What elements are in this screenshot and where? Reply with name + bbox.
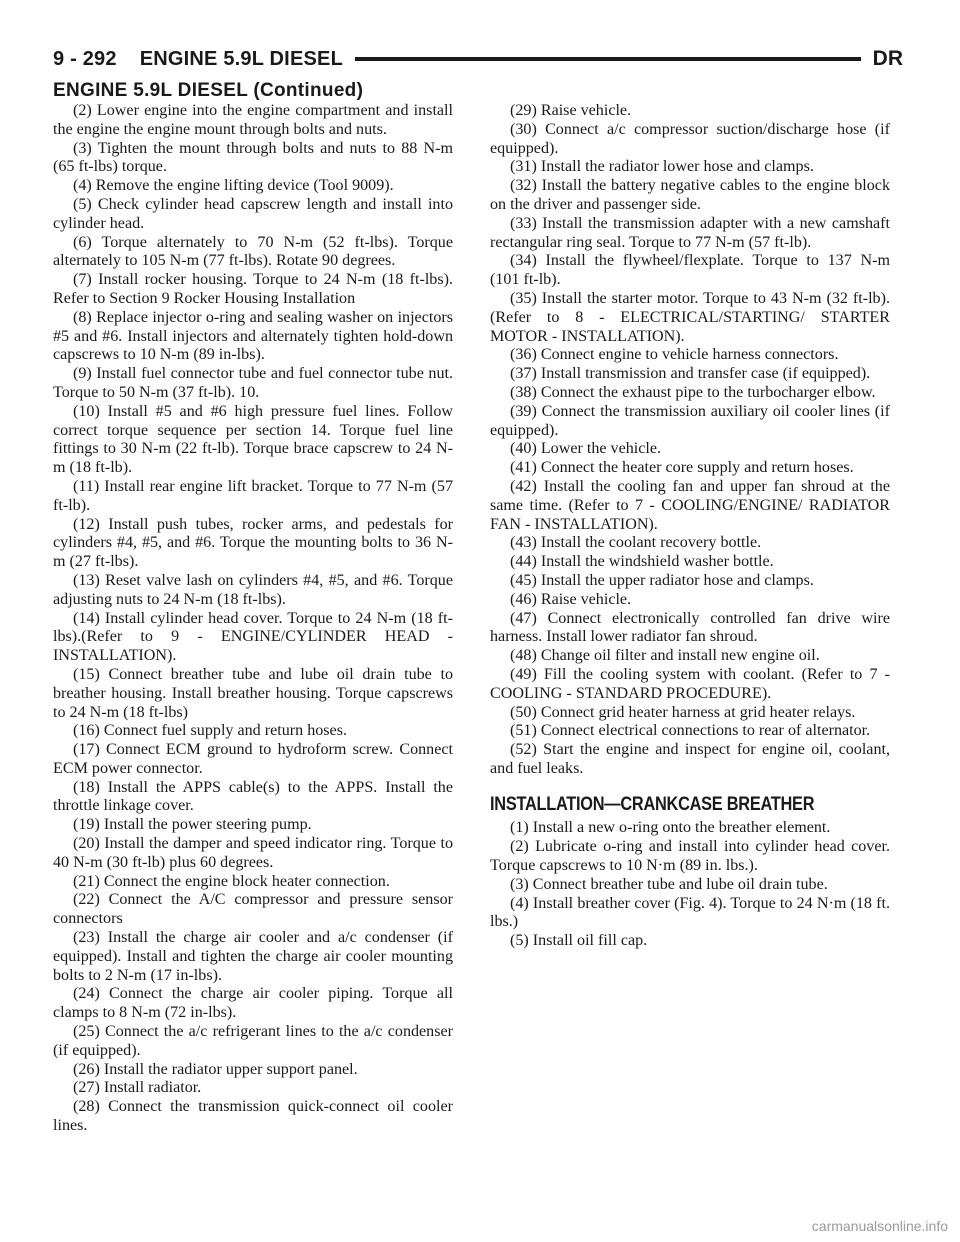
crankcase-breather-heading: INSTALLATION—CRANKCASE BREATHER xyxy=(490,793,815,815)
procedure-step: (34) Install the flywheel/flexplate. Torque to 137 N-m (101 ft-lb). xyxy=(490,252,890,289)
procedure-step: (4) Install breather cover (Fig. 4). Torque to 24 N·m (18 ft. lbs.) xyxy=(490,894,890,931)
procedure-step: (8) Replace injector o-ring and sealing washer on injectors #5 and #6. Install injectors and alternately tighten hold-down capscrews to 10 N-m (89 in-lbs). xyxy=(53,308,453,364)
procedure-step: (11) Install rear engine lift bracket. Torque to 77 N-m (57 ft-lb). xyxy=(53,477,453,514)
procedure-step: (9) Install fuel connector tube and fuel connector tube nut. Torque to 50 N-m (37 ft-lb). 10. xyxy=(53,365,453,401)
procedure-step: (36) Connect engine to vehicle harness connectors. xyxy=(510,346,839,364)
procedure-step: (4) Remove the engine lifting device (Tool 9009). xyxy=(73,177,394,195)
procedure-step: (3) Tighten the mount through bolts and nuts to 88 N-m (65 ft-lbs) torque. xyxy=(53,139,453,176)
procedure-step: (42) Install the cooling fan and upper fan shroud at the same time. (Refer to 7 - COOLING/ENGINE/ RADIATOR FAN - INSTALLATION). xyxy=(490,477,890,533)
procedure-step: (16) Connect fuel supply and return hoses. xyxy=(73,722,347,740)
procedure-step: (3) Connect breather tube and lube oil drain tube. xyxy=(510,875,828,893)
procedure-step: (1) Install a new o-ring onto the breather element. xyxy=(510,819,831,837)
procedure-step: (26) Install the radiator upper support panel. xyxy=(73,1060,358,1078)
procedure-step: (27) Install radiator. xyxy=(73,1079,202,1097)
procedure-step: (2) Lubricate o-ring and install into cylinder head cover. Torque capscrews to 10 N·m (89 in. lbs.). xyxy=(490,838,890,875)
header-rule xyxy=(355,57,861,61)
procedure-step: (17) Connect ECM ground to hydroform screw. Connect ECM power connector. xyxy=(53,741,453,777)
procedure-step: (24) Connect the charge air cooler piping. Torque all clamps to 8 N-m (72 in-lbs). xyxy=(53,985,453,1022)
procedure-step: (50) Connect grid heater harness at grid heater relays. xyxy=(510,703,856,721)
procedure-step: (46) Raise vehicle. xyxy=(510,590,632,608)
procedure-step: (52) Start the engine and inspect for engine oil, coolant, and fuel leaks. xyxy=(490,741,890,777)
procedure-step: (33) Install the transmission adapter with a new camshaft rectangular ring seal. Torque to 77 N-m (57 ft-lb). xyxy=(490,214,890,251)
procedure-step: (15) Connect breather tube and lube oil drain tube to breather housing. Install breather housing. Torque capscrews to 24 N-m (18 ft-lbs) xyxy=(53,665,453,721)
procedure-step: (37) Install transmission and transfer case (if equipped). xyxy=(510,365,871,383)
procedure-step: (39) Connect the transmission auxiliary oil cooler lines (if equipped). xyxy=(490,402,890,439)
watermark: carmanualsonline.info xyxy=(811,1218,948,1234)
procedure-step: (45) Install the upper radiator hose and clamps. xyxy=(510,571,814,589)
right-steps xyxy=(490,102,890,779)
procedure-step: (22) Connect the A/C compressor and pressure sensor connectors xyxy=(53,891,453,928)
right-column xyxy=(490,102,890,951)
section-title: ENGINE 5.9L DIESEL (Continued) xyxy=(53,80,364,101)
procedure-step: (48) Change oil filter and install new engine oil. xyxy=(510,647,820,665)
procedure-step: (43) Install the coolant recovery bottle. xyxy=(510,534,762,552)
procedure-step: (31) Install the radiator lower hose and clamps. xyxy=(510,158,814,176)
procedure-step: (5) Install oil fill cap. xyxy=(510,932,648,950)
left-column xyxy=(53,102,453,1136)
procedure-step: (30) Connect a/c compressor suction/discharge hose (if equipped). xyxy=(490,120,890,157)
procedure-step: (19) Install the power steering pump. xyxy=(73,816,312,834)
procedure-step: (40) Lower the vehicle. xyxy=(510,440,662,458)
procedure-step: (32) Install the battery negative cables to the engine block on the driver and passenger side. xyxy=(490,177,890,213)
procedure-step: (6) Torque alternately to 70 N-m (52 ft-lbs). Torque alternately to 105 N-m (77 ft-lbs). Rotate 90 degrees. xyxy=(53,233,453,270)
procedure-step: (47) Connect electronically controlled fan drive wire harness. Install lower radiator fan shroud. xyxy=(490,609,890,646)
procedure-step: (38) Connect the exhaust pipe to the turbocharger elbow. xyxy=(510,383,876,401)
procedure-step: (5) Check cylinder head capscrew length and install into cylinder head. xyxy=(53,195,453,232)
page-header xyxy=(53,44,903,74)
procedure-step: (12) Install push tubes, rocker arms, and pedestals for cylinders #4, #5, and #6. Torque the mounting bolts to 36 N-m (27 ft-lbs). xyxy=(53,515,453,571)
procedure-step: (10) Install #5 and #6 high pressure fuel lines. Follow correct torque sequence per section 14. Torque fuel line fittings to 30 N-m (22 ft-lb). Torque brace capscrew to 24 N-m (18 ft-lb). xyxy=(53,402,453,477)
page-number-title: 9 - 292 ENGINE 5.9L DIESEL xyxy=(53,47,343,70)
procedure-step: (25) Connect the a/c refrigerant lines to the a/c condenser (if equipped). xyxy=(53,1023,453,1059)
manual-code: DR xyxy=(872,47,903,70)
procedure-step: (23) Install the charge air cooler and a/c condenser (if equipped). Install and tighten the charge air cooler mounting bolts to 2 N-m (17 in-lbs). xyxy=(53,929,453,984)
procedure-step: (18) Install the APPS cable(s) to the APPS. Install the throttle linkage cover. xyxy=(53,778,453,815)
procedure-step: (44) Install the windshield washer bottle. xyxy=(510,553,774,571)
breather-steps xyxy=(490,819,890,951)
procedure-step: (49) Fill the cooling system with coolant. (Refer to 7 - COOLING - STANDARD PROCEDURE). xyxy=(490,665,890,702)
procedure-step: (29) Raise vehicle. xyxy=(510,102,632,119)
procedure-step: (2) Lower engine into the engine compartment and install the engine the engine mount through bolts and nuts. xyxy=(53,102,453,138)
procedure-step: (7) Install rocker housing. Torque to 24 N-m (18 ft-lbs). Refer to Section 9 Rocker Housing Installation xyxy=(53,271,453,307)
procedure-step: (21) Connect the engine block heater connection. xyxy=(73,872,390,890)
procedure-step: (14) Install cylinder head cover. Torque to 24 N-m (18 ft-lbs).(Refer to 9 - ENGINE/CYLINDER HEAD - INSTALLATION). xyxy=(53,609,453,665)
procedure-step: (35) Install the starter motor. Torque to 43 N-m (32 ft-lb). (Refer to 8 - ELECTRICAL/STARTING/ STARTER MOTOR - INSTALLATION). xyxy=(490,289,890,345)
procedure-step: (51) Connect electrical connections to rear of alternator. xyxy=(510,722,871,740)
procedure-step: (41) Connect the heater core supply and return hoses. xyxy=(510,459,854,477)
procedure-step: (13) Reset valve lash on cylinders #4, #5, and #6. Torque adjusting nuts to 24 N-m (18 ft-lbs). xyxy=(53,571,453,608)
procedure-step: (20) Install the damper and speed indicator ring. Torque to 40 N-m (30 ft-lb) plus 60 degrees. xyxy=(53,835,453,871)
procedure-step: (28) Connect the transmission quick-connect oil cooler lines. xyxy=(53,1098,453,1135)
